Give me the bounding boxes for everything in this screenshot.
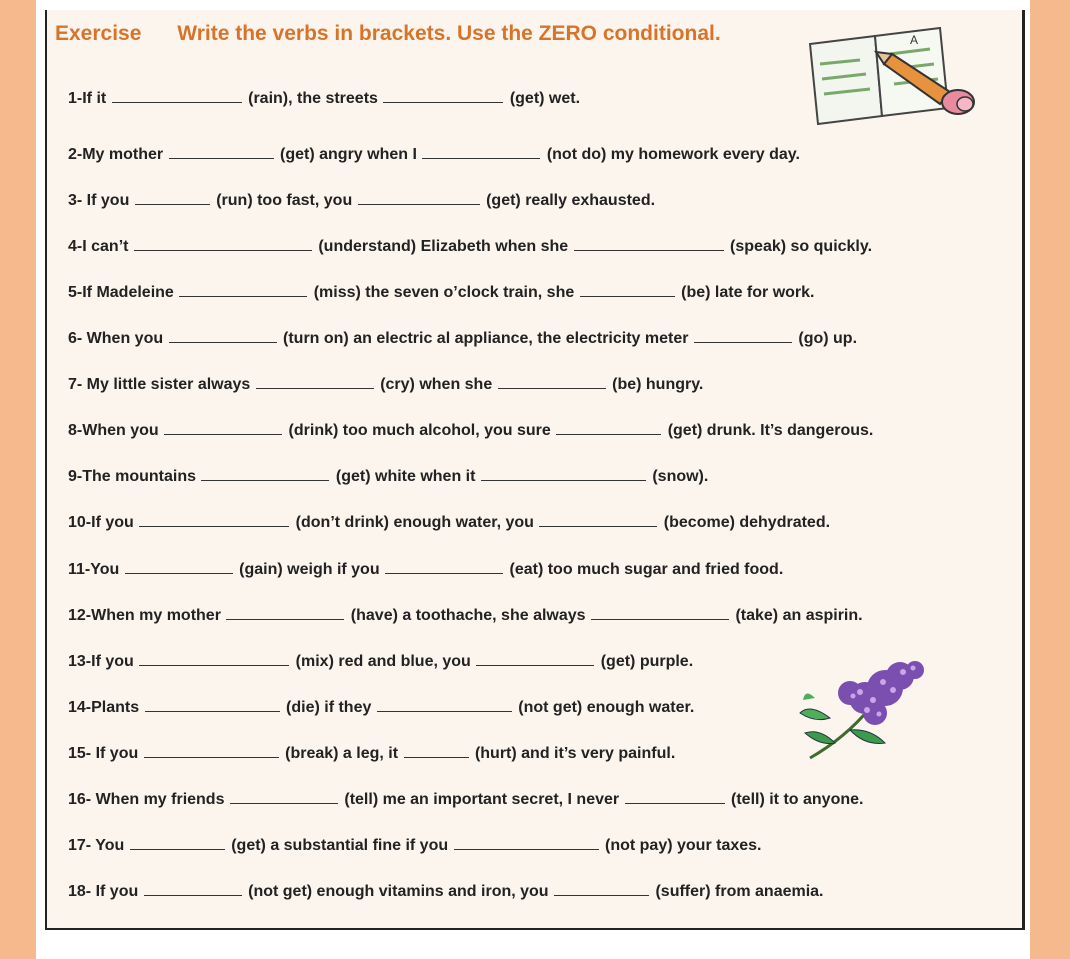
sentence-text: 12-When my mother [68, 607, 226, 624]
sentence-text: (become) dehydrated. [659, 514, 831, 531]
exercise-item [68, 514, 830, 532]
answer-blank[interactable] [580, 296, 675, 297]
sentence-text: 4-I can’t [68, 238, 133, 255]
exercise-item [68, 238, 872, 256]
exercise-item [68, 699, 694, 717]
exercise-item [68, 146, 800, 164]
answer-blank[interactable] [145, 711, 280, 712]
exercise-item [68, 791, 863, 809]
sentence-text: 1-If it [68, 90, 111, 107]
answer-blank[interactable] [422, 158, 540, 159]
sentence-text: 6- When you [68, 330, 168, 347]
answer-blank[interactable] [694, 342, 792, 343]
sentence-text: (rain), the streets [243, 90, 383, 107]
answer-blank[interactable] [164, 434, 282, 435]
sentence-text: 15- If you [68, 745, 143, 762]
exercise-item [68, 284, 814, 302]
exercise-item [68, 745, 675, 763]
exercise-item [68, 561, 783, 579]
answer-blank[interactable] [169, 158, 274, 159]
sentence-text: (die) if they [281, 699, 376, 716]
sentence-text: (hurt) and it’s very painful. [470, 745, 676, 762]
sentence-text: (take) an aspirin. [731, 607, 863, 624]
answer-blank[interactable] [556, 434, 661, 435]
exercise-item [68, 376, 703, 394]
answer-blank[interactable] [144, 895, 242, 896]
exercise-item [68, 192, 655, 210]
exercise-item [68, 330, 857, 348]
sentence-text: (turn on) an electric al appliance, the electricity meter [278, 330, 693, 347]
answer-blank[interactable] [476, 665, 594, 666]
answer-blank[interactable] [169, 342, 277, 343]
sentence-text: (not get) enough water. [513, 699, 695, 716]
sentence-text: (suffer) from anaemia. [651, 883, 824, 900]
exercise-header [55, 22, 721, 46]
answer-blank[interactable] [625, 803, 725, 804]
sentence-text: 17- You [68, 837, 129, 854]
answer-blank[interactable] [481, 480, 646, 481]
sentence-text: 11-You [68, 561, 124, 578]
sentence-text: (be) late for work. [676, 284, 815, 301]
sentence-text: 5-If Madeleine [68, 284, 179, 301]
sentence-text: (snow). [647, 468, 709, 485]
exercise-item [68, 653, 693, 671]
answer-blank[interactable] [498, 388, 606, 389]
sentence-text: (get) angry when I [275, 146, 422, 163]
sentence-text: (be) hungry. [607, 376, 704, 393]
sentence-text: (not do) my homework every day. [542, 146, 800, 163]
answer-blank[interactable] [377, 711, 512, 712]
exercise-item [68, 883, 824, 901]
answer-blank[interactable] [139, 526, 289, 527]
sentence-text: (cry) when she [375, 376, 497, 393]
sentence-text: (get) a substantial fine if you [226, 837, 453, 854]
sentence-text: (get) white when it [331, 468, 480, 485]
answer-blank[interactable] [135, 204, 210, 205]
answer-blank[interactable] [201, 480, 329, 481]
answer-blank[interactable] [144, 757, 279, 758]
sentence-text: (not get) enough vitamins and iron, you [243, 883, 554, 900]
answer-blank[interactable] [454, 849, 599, 850]
sentence-text: 2-My mother [68, 146, 168, 163]
sentence-text: (run) too fast, you [211, 192, 357, 209]
sentence-text: 14-Plants [68, 699, 144, 716]
answer-blank[interactable] [179, 296, 307, 297]
sentence-text: (eat) too much sugar and fried food. [505, 561, 784, 578]
exercise-item [68, 422, 873, 440]
sentence-text: (get) wet. [505, 90, 581, 107]
sentence-text: (mix) red and blue, you [291, 653, 476, 670]
sentence-text: (speak) so quickly. [725, 238, 873, 255]
answer-blank[interactable] [230, 803, 338, 804]
svg-text:A: A [910, 33, 919, 47]
sentence-text: 16- When my friends [68, 791, 229, 808]
sentence-text: 13-If you [68, 653, 139, 670]
sentence-text: (gain) weigh if you [234, 561, 385, 578]
sentence-text: (have) a toothache, she always [346, 607, 590, 624]
sentence-text: 10-If you [68, 514, 139, 531]
answer-blank[interactable] [383, 102, 503, 103]
exercise-item [68, 607, 863, 625]
exercise-item [68, 468, 708, 486]
sentence-text: (break) a leg, it [280, 745, 403, 762]
answer-blank[interactable] [256, 388, 374, 389]
answer-blank[interactable] [574, 250, 724, 251]
exercise-item [68, 837, 761, 855]
sentence-text: (get) purple. [596, 653, 694, 670]
answer-blank[interactable] [385, 573, 503, 574]
sentence-text: 18- If you [68, 883, 143, 900]
exercise-instruction: Write the verbs in brackets. Use the ZERO conditional. [177, 22, 721, 45]
answer-blank[interactable] [591, 619, 729, 620]
answer-blank[interactable] [554, 895, 649, 896]
sentence-text: (tell) me an important secret, I never [339, 791, 624, 808]
sentence-text: (don’t drink) enough water, you [291, 514, 539, 531]
sentence-text: (miss) the seven o’clock train, she [309, 284, 579, 301]
lilac-flower-clipart [795, 658, 935, 768]
notebook-and-pencil-clipart [800, 24, 985, 129]
answer-blank[interactable] [130, 849, 225, 850]
sentence-text: 3- If you [68, 192, 134, 209]
answer-blank[interactable] [539, 526, 657, 527]
sentence-text: 8-When you [68, 422, 164, 439]
answer-blank[interactable] [226, 619, 344, 620]
sentence-text: (not pay) your taxes. [600, 837, 762, 854]
sentence-text: 7- My little sister always [68, 376, 255, 393]
sentence-text: (tell) it to anyone. [726, 791, 864, 808]
sentence-text: (get) drunk. It’s dangerous. [663, 422, 874, 439]
answer-blank[interactable] [125, 573, 233, 574]
answer-blank[interactable] [139, 665, 289, 666]
sentence-text: (go) up. [793, 330, 858, 347]
exercise-label: Exercise [55, 22, 142, 45]
answer-blank[interactable] [134, 250, 312, 251]
sentence-text: (drink) too much alcohol, you sure [284, 422, 556, 439]
answer-blank[interactable] [358, 204, 480, 205]
exercise-item [68, 90, 580, 108]
sentence-text: (get) really exhausted. [481, 192, 656, 209]
answer-blank[interactable] [404, 757, 469, 758]
answer-blank[interactable] [112, 102, 242, 103]
sentence-text: (understand) Elizabeth when she [313, 238, 573, 255]
sentence-text: 9-The mountains [68, 468, 201, 485]
